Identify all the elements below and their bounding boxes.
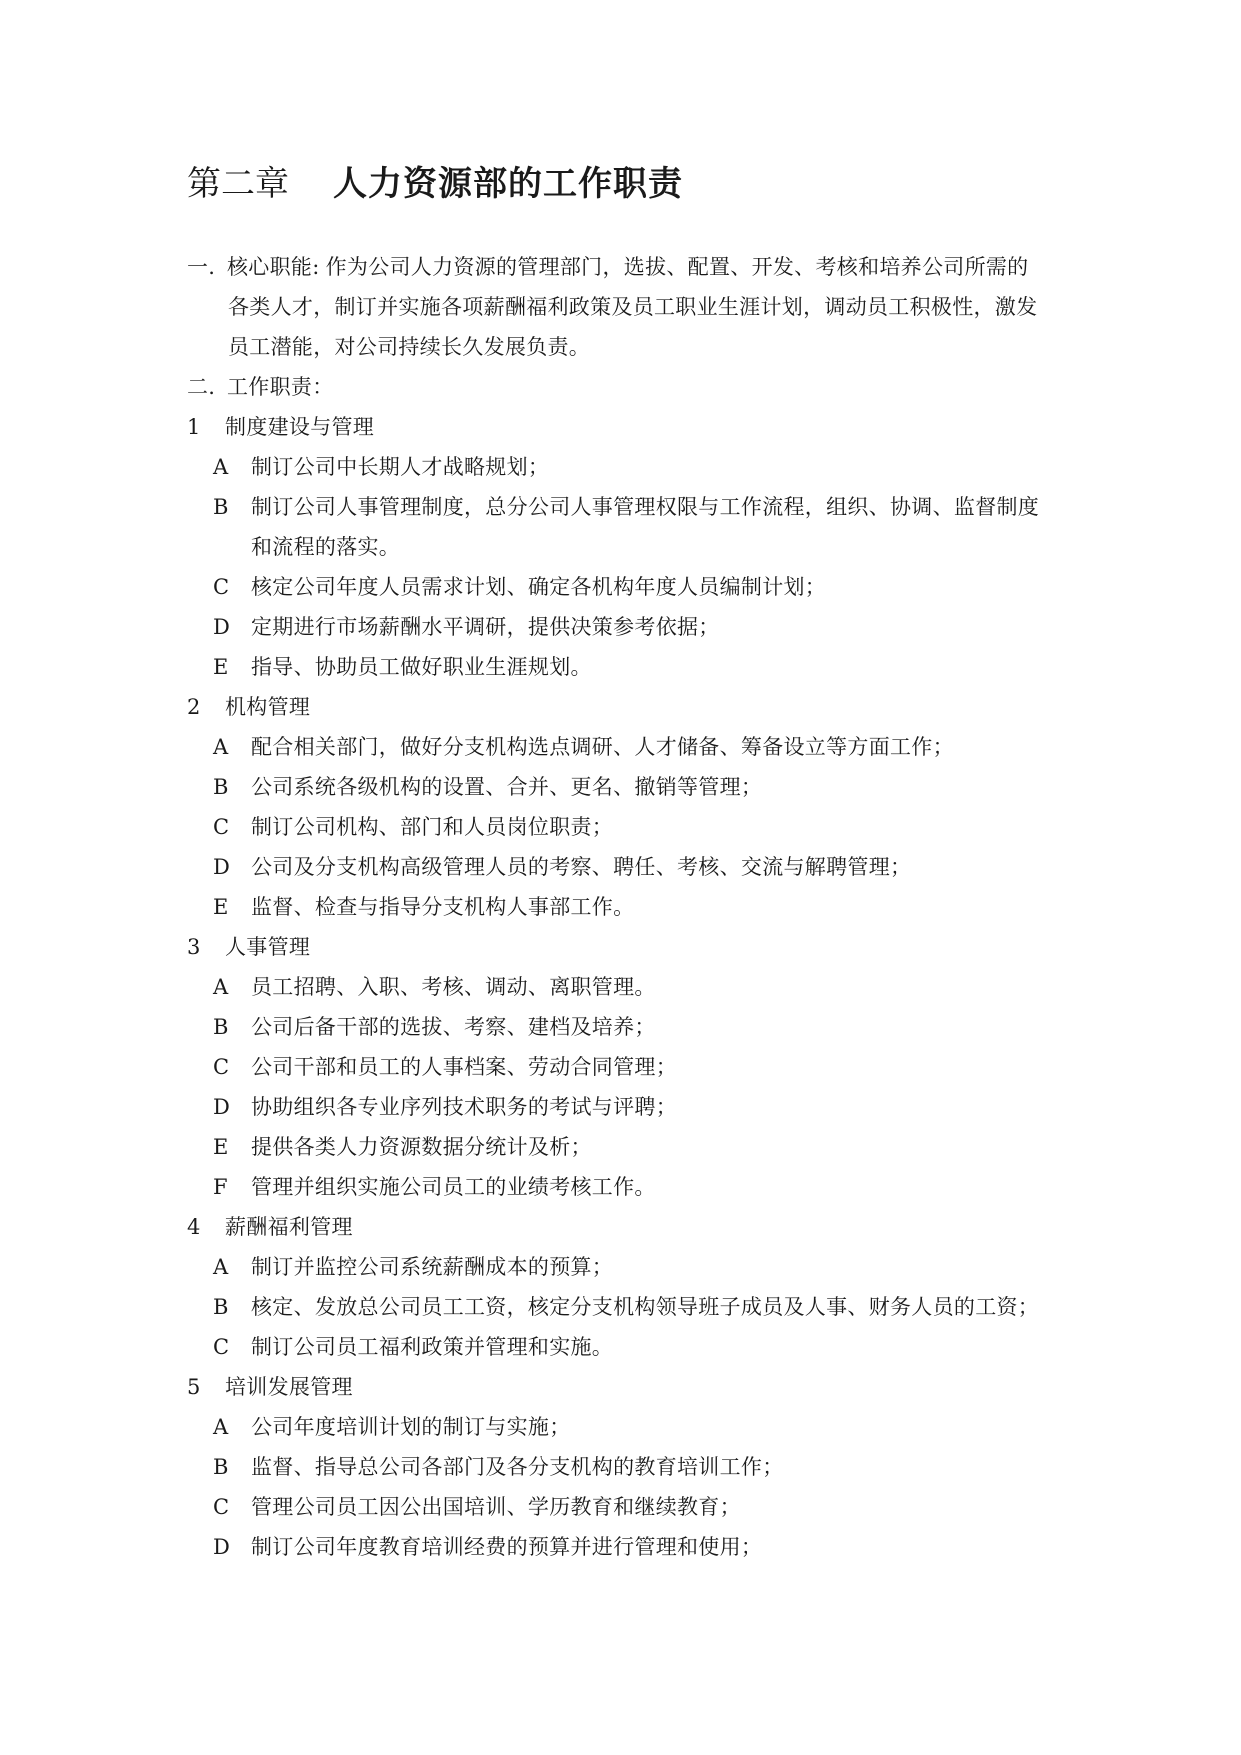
- list-item: [213, 1292, 1039, 1322]
- item-text: 员工招聘、入职、考核、调动、离职管理。: [251, 975, 656, 999]
- item-marker: F: [213, 1175, 228, 1199]
- list-item: [213, 772, 762, 802]
- item-text: 协助组织各专业序列技术职务的考试与评聘；: [251, 1095, 677, 1119]
- core-text: 作为公司人力资源的管理部门，选拔、配置、开发、考核和培养公司所需的: [325, 255, 1029, 279]
- section-number: 5: [187, 1375, 201, 1399]
- section-title: 人事管理: [225, 935, 311, 959]
- item-marker: D: [213, 1535, 231, 1559]
- list-item: [213, 1452, 784, 1482]
- item-text: 核定公司年度人员需求计划、确定各机构年度人员编制计划；: [251, 575, 827, 599]
- list-item: [213, 1172, 656, 1202]
- list-item: [213, 1092, 677, 1122]
- chapter-number: 第二章: [187, 164, 289, 204]
- list-item: [213, 972, 656, 1002]
- item-marker: B: [213, 1295, 229, 1319]
- core-function-line-1: [187, 252, 1028, 282]
- core-function-line-3: 员工潜能，对公司持续长久发展负责。: [228, 335, 591, 359]
- list-item: [213, 572, 826, 602]
- duties-marker: 二.: [187, 375, 216, 399]
- list-item: [213, 652, 592, 682]
- item-text: 监督、检查与指导分支机构人事部工作。: [251, 895, 635, 919]
- duties-label: 工作职责：: [227, 375, 334, 399]
- list-item: [213, 1252, 613, 1282]
- section-title: 机构管理: [225, 695, 311, 719]
- item-marker: D: [213, 1095, 231, 1119]
- section-number: 3: [187, 935, 201, 959]
- list-item: [213, 812, 613, 842]
- item-text: 定期进行市场薪酬水平调研，提供决策参考依据；: [251, 615, 720, 639]
- list-item: [213, 1492, 741, 1522]
- item-text: 核定、发放总公司员工工资，核定分支机构领导班子成员及人事、财务人员的工资；: [251, 1295, 1040, 1319]
- section-title: 薪酬福利管理: [225, 1215, 353, 1239]
- item-marker: C: [213, 575, 230, 599]
- item-text: 制订公司年度教育培训经费的预算并进行管理和使用；: [251, 1535, 763, 1559]
- section-title: 培训发展管理: [225, 1375, 353, 1399]
- section-number: 1: [187, 415, 201, 439]
- section-heading: [187, 692, 310, 722]
- list-item: [213, 492, 1039, 522]
- item-text: 公司系统各级机构的设置、合并、更名、撤销等管理；: [251, 775, 763, 799]
- item-marker: B: [213, 1015, 229, 1039]
- list-item: [213, 612, 720, 642]
- item-text: 公司干部和员工的人事档案、劳动合同管理；: [251, 1055, 677, 1079]
- list-item: [213, 1412, 571, 1442]
- chapter-title: 人力资源部的工作职责: [333, 164, 683, 204]
- section-title: 制度建设与管理: [225, 415, 375, 439]
- item-marker: D: [213, 855, 231, 879]
- item-text: 管理并组织实施公司员工的业绩考核工作。: [251, 1175, 656, 1199]
- section-heading: [187, 932, 310, 962]
- item-marker: B: [213, 495, 229, 519]
- item-text: 制订并监控公司系统薪酬成本的预算；: [251, 1255, 614, 1279]
- section-number: 2: [187, 695, 201, 719]
- section-number: 4: [187, 1215, 201, 1239]
- list-item: [213, 732, 954, 762]
- item-marker: E: [213, 655, 229, 679]
- item-text: 制订公司人事管理制度，总分公司人事管理权限与工作流程，组织、协调、监督制度: [251, 495, 1040, 519]
- item-text: 提供各类人力资源数据分统计及析；: [251, 1135, 592, 1159]
- item-marker: B: [213, 775, 229, 799]
- section-heading: [187, 1212, 353, 1242]
- item-text: 监督、指导总公司各部门及各分支机构的教育培训工作；: [251, 1455, 784, 1479]
- item-marker: A: [213, 455, 229, 479]
- item-marker: E: [213, 895, 229, 919]
- list-item: [213, 852, 911, 882]
- item-marker: E: [213, 1135, 229, 1159]
- item-text: 制订公司员工福利政策并管理和实施。: [251, 1335, 614, 1359]
- item-text: 公司及分支机构高级管理人员的考察、聘任、考核、交流与解聘管理；: [251, 855, 912, 879]
- item-marker: C: [213, 1055, 230, 1079]
- list-item: [213, 1332, 613, 1362]
- item-marker: A: [213, 975, 229, 999]
- list-item: [213, 452, 549, 482]
- item-marker: A: [213, 1415, 229, 1439]
- core-function-line-2: 各类人才，制订并实施各项薪酬福利政策及员工职业生涯计划，调动员工积极性，激发: [228, 295, 1038, 319]
- item-text: 制订公司中长期人才战略规划；: [251, 455, 550, 479]
- duties-heading: [187, 372, 334, 402]
- list-item: [213, 1132, 592, 1162]
- section-heading: [187, 412, 374, 442]
- item-marker: A: [213, 1255, 229, 1279]
- item-text: 管理公司员工因公出国培训、学历教育和继续教育；: [251, 1495, 741, 1519]
- core-marker: 一.: [187, 255, 216, 279]
- list-item: [213, 1532, 762, 1562]
- item-text-continued: 和流程的落实。: [251, 535, 401, 559]
- item-text: 制订公司机构、部门和人员岗位职责；: [251, 815, 614, 839]
- list-item: [213, 1052, 677, 1082]
- item-marker: D: [213, 615, 231, 639]
- item-marker: C: [213, 815, 230, 839]
- item-marker: A: [213, 735, 229, 759]
- item-text: 配合相关部门，做好分支机构选点调研、人才储备、筹备设立等方面工作；: [251, 735, 954, 759]
- core-label: 核心职能:: [227, 255, 320, 279]
- list-item: [213, 892, 634, 922]
- section-heading: [187, 1372, 353, 1402]
- item-text: 公司后备干部的选拔、考察、建档及培养；: [251, 1015, 656, 1039]
- item-text: 公司年度培训计划的制订与实施；: [251, 1415, 571, 1439]
- item-marker: C: [213, 1495, 230, 1519]
- list-item: [213, 1012, 656, 1042]
- item-text: 指导、协助员工做好职业生涯规划。: [251, 655, 592, 679]
- item-marker: C: [213, 1335, 230, 1359]
- item-marker: B: [213, 1455, 229, 1479]
- chapter-heading: [187, 158, 683, 210]
